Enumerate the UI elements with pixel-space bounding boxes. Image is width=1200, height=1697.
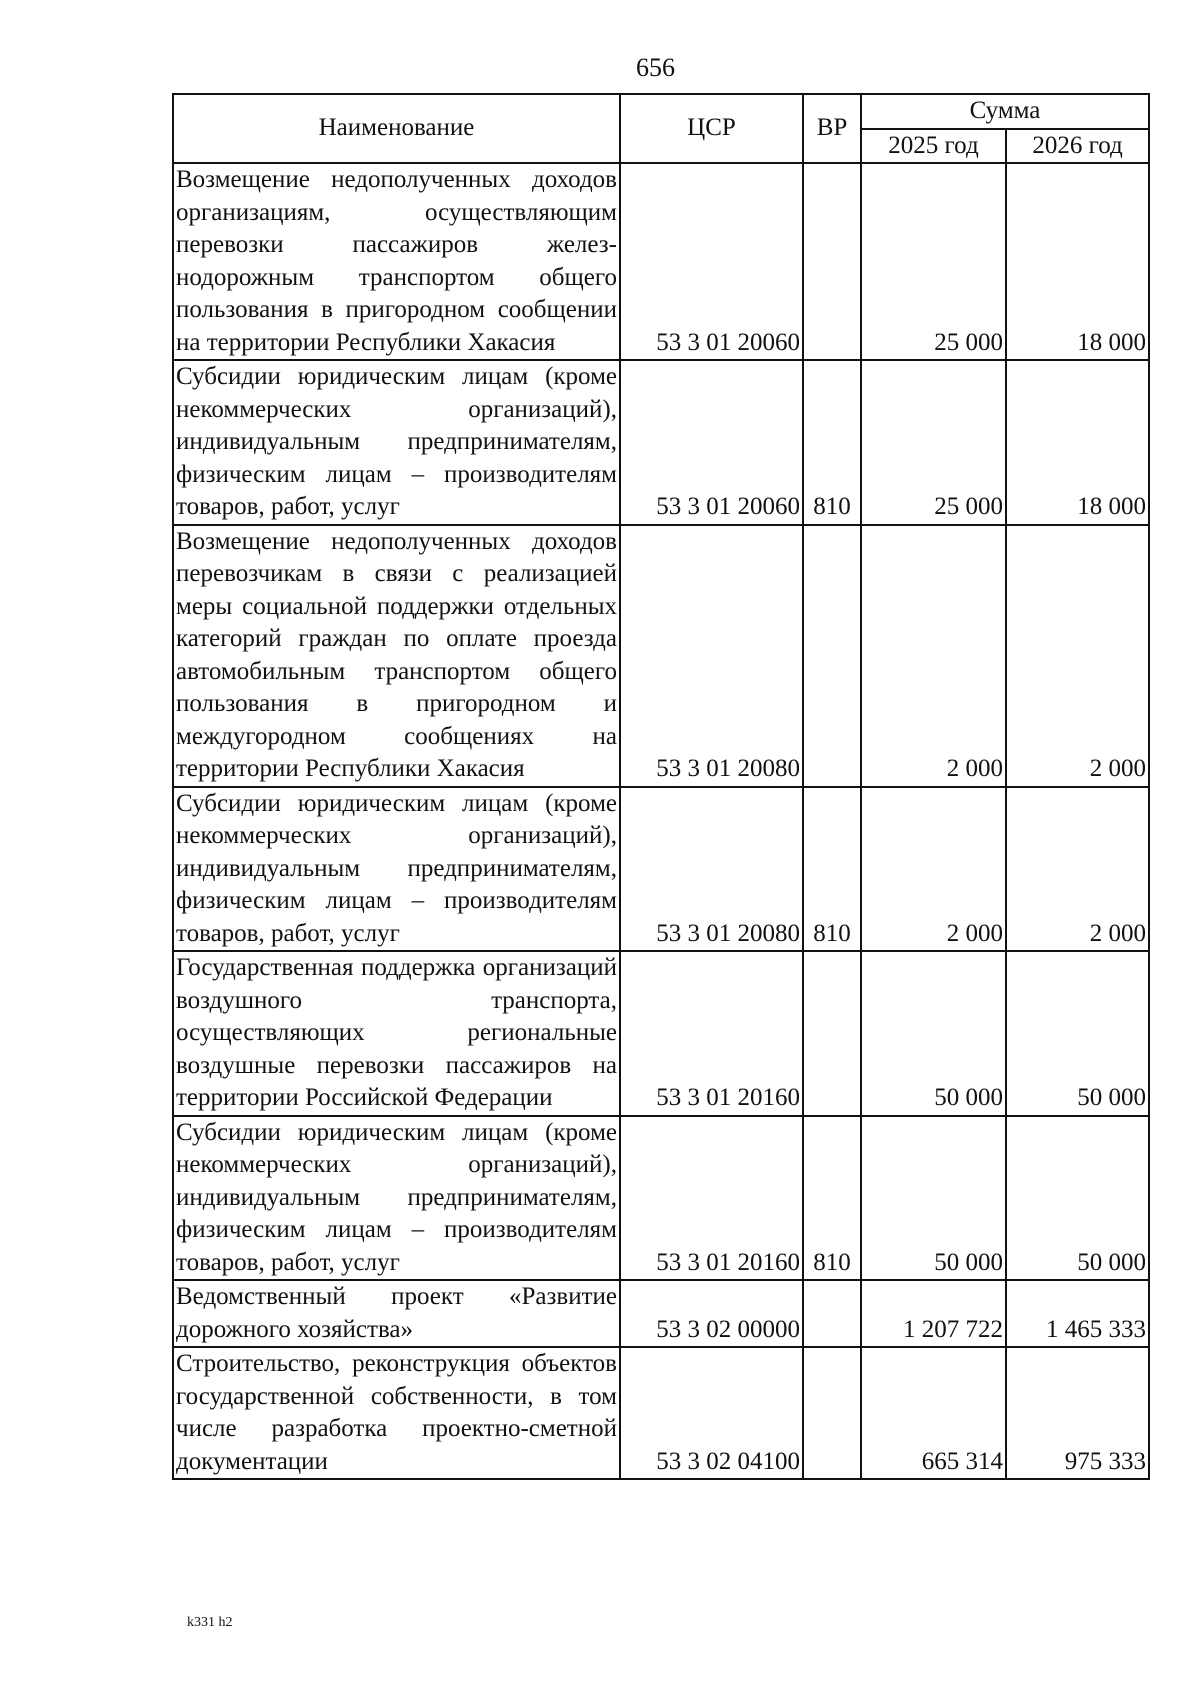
row-csr: 53 3 02 04100 [620,1347,803,1479]
row-csr: 53 3 01 20060 [620,360,803,525]
budget-table [172,93,1150,1480]
row-amount-2025: 50 000 [861,951,1006,1116]
row-amount-2026: 1 465 333 [1006,1280,1149,1347]
row-csr: 53 3 01 20060 [620,163,803,360]
row-amount-2025: 25 000 [861,163,1006,360]
header-year-2025: 2025 год [861,129,1006,164]
row-amount-2026: 50 000 [1006,951,1149,1116]
row-amount-2026: 2 000 [1006,787,1149,952]
table-body [173,163,1149,1479]
row-name: Ведомственный проект «Развитие дорожного хозяйства» [173,1280,620,1347]
table-row [173,525,1149,787]
row-vr: 810 [803,1116,861,1281]
header-vr: ВР [803,94,861,163]
table-row [173,787,1149,952]
table-row [173,1347,1149,1479]
row-name: Строительство, реконструкция объектов государственной собственности, в том числе разработка проектно-сметной документации [173,1347,620,1479]
row-name: Государственная поддержка организаций воздушного транспорта, осуществляющих региональные воздушные перевозки пассажиров на территории Российской Федерации [173,951,620,1116]
row-name: Субсидии юридическим лицам (кроме некоммерческих организаций), индивидуальным предпринимателям, физическим лицам – производителям товаров, работ, услуг [173,360,620,525]
row-amount-2025: 665 314 [861,1347,1006,1479]
row-vr [803,1280,861,1347]
row-vr [803,1347,861,1479]
row-amount-2025: 2 000 [861,525,1006,787]
row-vr: 810 [803,360,861,525]
row-name: Субсидии юридическим лицам (кроме некоммерческих организаций), индивидуальным предпринимателям, физическим лицам – производителям товаров, работ, услуг [173,787,620,952]
row-amount-2025: 1 207 722 [861,1280,1006,1347]
footer-code: k331 h2 [187,1615,233,1630]
header-sum: Сумма [861,94,1149,129]
row-amount-2026: 2 000 [1006,525,1149,787]
row-name: Субсидии юридическим лицам (кроме некоммерческих организаций), индивидуальным предпринимателям, физическим лицам – производителям товаров, работ, услуг [173,1116,620,1281]
row-amount-2026: 50 000 [1006,1116,1149,1281]
row-amount-2025: 50 000 [861,1116,1006,1281]
row-vr [803,525,861,787]
row-vr [803,951,861,1116]
header-csr: ЦСР [620,94,803,163]
table-row [173,360,1149,525]
row-vr: 810 [803,787,861,952]
row-csr: 53 3 01 20160 [620,951,803,1116]
row-csr: 53 3 02 00000 [620,1280,803,1347]
table-row [173,1280,1149,1347]
table-row [173,1116,1149,1281]
row-name: Возмещение недополученных доходов организациям, осуществляющим перевозки пассажиров железнодорожным транспортом общего пользования в пригородном сообщении на территории Республики Хакасия [173,163,620,360]
row-amount-2025: 2 000 [861,787,1006,952]
page-number: 656 [636,53,675,82]
row-csr: 53 3 01 20080 [620,525,803,787]
row-name: Возмещение недополученных доходов перевозчикам в связи с реализацией меры социальной поддержки отдельных категорий граждан по оплате проезда автомобильным транспортом общего пользования в пригородном и междугородном сообщениях на территории Республики Хакасия [173,525,620,787]
row-vr [803,163,861,360]
row-amount-2026: 975 333 [1006,1347,1149,1479]
table-header [173,94,1149,163]
header-name: Наименование [173,94,620,163]
row-amount-2025: 25 000 [861,360,1006,525]
row-csr: 53 3 01 20080 [620,787,803,952]
row-amount-2026: 18 000 [1006,163,1149,360]
header-year-2026: 2026 год [1006,129,1149,164]
row-csr: 53 3 01 20160 [620,1116,803,1281]
table-row [173,951,1149,1116]
table-row [173,163,1149,360]
row-amount-2026: 18 000 [1006,360,1149,525]
